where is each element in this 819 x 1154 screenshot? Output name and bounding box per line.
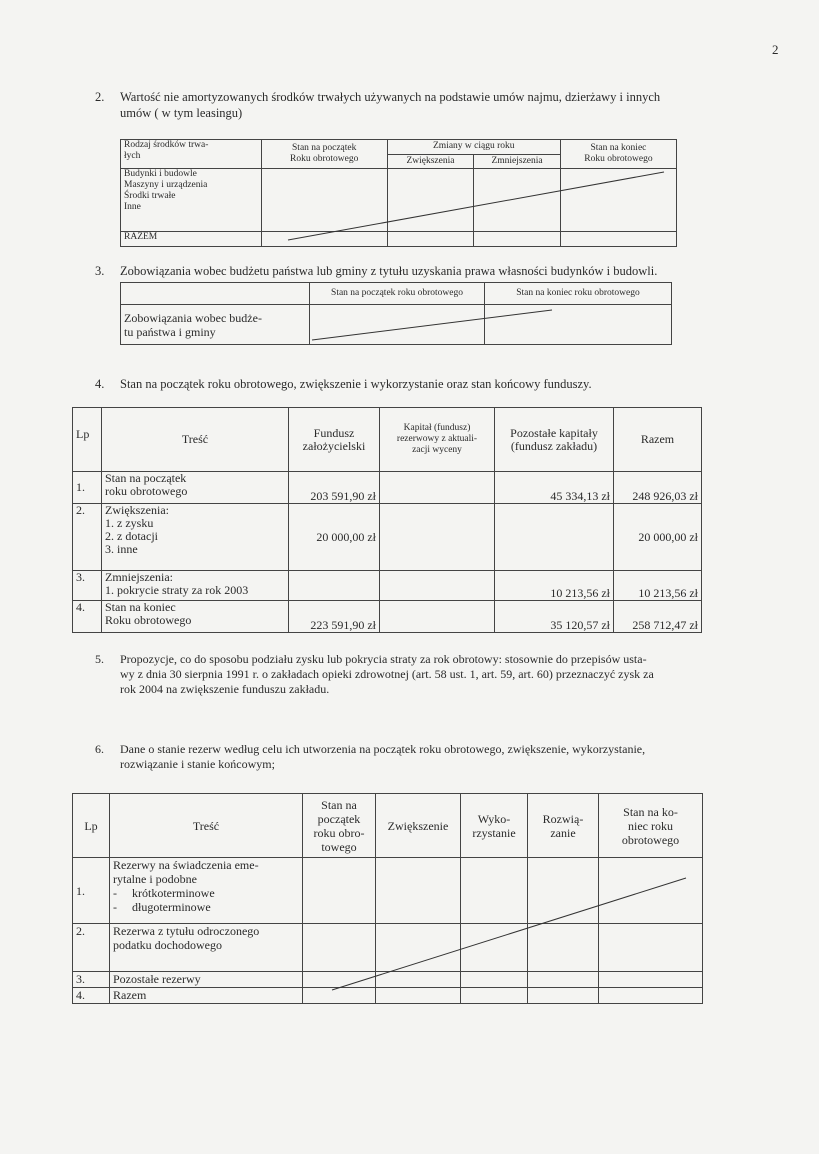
section-number: 6. (95, 742, 104, 756)
table-row (73, 924, 703, 972)
lp-cell: 4. (73, 600, 102, 632)
table-row (73, 972, 703, 988)
lp-cell: 3. (73, 570, 102, 600)
header-cell: Zwiększenia (387, 154, 474, 169)
reserves-table (72, 793, 703, 1004)
value-cell: 20 000,00 zł (614, 504, 702, 570)
budget-obligations-table (120, 282, 672, 345)
section-number: 3. (95, 264, 105, 278)
header-cell: Treść (110, 794, 303, 858)
lp-cell: 3. (73, 972, 110, 988)
lp-cell: 1. (73, 472, 102, 504)
section-text-line: Zobowiązania wobec budżetu państwa lub gminy z tytułu uzyskania prawa własności budynków i budowli. (120, 264, 658, 278)
tresc-cell: Rezerwy na świadczenia eme- rytalne i podobne - krótkoterminowe - długoterminowe (110, 858, 303, 924)
row-labels-cell: Budynki i budowle Maszyny i urządzenia Środki trwałe Inne (121, 169, 262, 232)
header-cell: Stan na początek roku obro- towego (303, 794, 376, 858)
table-row (73, 504, 702, 570)
tresc-cell: Zwiększenia: 1. z zysku 2. z dotacji 3. inne (102, 504, 289, 570)
header-cell: Stan na koniec Roku obrotowego (560, 140, 676, 169)
header-cell: Treść (102, 408, 289, 472)
header-cell: Stan na początek roku obrotowego (310, 283, 485, 305)
header-cell: Razem (614, 408, 702, 472)
section-text-line: Dane o stanie rezerw według celu ich utworzenia na początek roku obrotowego, zwiększenie, wykorzystanie, (120, 742, 646, 756)
header-cell: Fundusz założycielski (289, 408, 380, 472)
section-text-line: rozwiązanie i stanie końcowym; (120, 757, 275, 771)
leased-assets-table (120, 139, 677, 247)
value-cell: 20 000,00 zł (289, 504, 380, 570)
header-cell: Rozwią- zanie (528, 794, 599, 858)
section-text-line: rok 2004 na zwiększenie funduszu zakładu. (120, 682, 330, 696)
section-text-line: umów ( w tym leasingu) (120, 106, 243, 120)
value-cell: 10 213,56 zł (495, 570, 614, 600)
value-cell: 203 591,90 zł (289, 472, 380, 504)
header-cell: Stan na koniec roku obrotowego (485, 283, 672, 305)
value-cell: 10 213,56 zł (614, 570, 702, 600)
tresc-cell: Stan na początek roku obrotowego (102, 472, 289, 504)
page-number: 2 (772, 42, 779, 57)
section-number: 4. (95, 377, 105, 391)
header-cell: Pozostałe kapitały (fundusz zakładu) (495, 408, 614, 472)
lp-cell: 4. (73, 988, 110, 1004)
header-cell: Zmiany w ciągu roku (387, 140, 560, 155)
tresc-cell: Stan na koniec Roku obrotowego (102, 600, 289, 632)
header-cell: Stan na początek Roku obrotowego (261, 140, 387, 169)
tresc-cell: Razem (110, 988, 303, 1004)
table-row (73, 988, 703, 1004)
header-cell: Stan na ko- niec roku obrotowego (599, 794, 703, 858)
section-number: 5. (95, 652, 104, 666)
table-row (73, 472, 702, 504)
tresc-cell: Pozostałe rezerwy (110, 972, 303, 988)
table-row (73, 570, 702, 600)
lp-cell: 2. (73, 504, 102, 570)
total-label-cell: RAZEM (121, 232, 262, 247)
header-cell: Lp (73, 408, 102, 472)
header-cell: Lp (73, 794, 110, 858)
value-cell: 223 591,90 zł (289, 600, 380, 632)
table-row (73, 600, 702, 632)
lp-cell: 2. (73, 924, 110, 972)
lp-cell: 1. (73, 858, 110, 924)
tresc-cell: Rezerwa z tytułu odroczonego podatku dochodowego (110, 924, 303, 972)
header-cell: Wyko- rzystanie (461, 794, 528, 858)
funds-table (72, 407, 702, 633)
value-cell: 258 712,47 zł (614, 600, 702, 632)
header-cell: Zwiększenie (376, 794, 461, 858)
section-text-line: Wartość nie amortyzowanych środków trwałych używanych na podstawie umów najmu, dzierżawy i innych (120, 90, 661, 104)
value-cell: 35 120,57 zł (495, 600, 614, 632)
header-cell: Kapitał (fundusz) rezerwowy z aktuali- zacji wyceny (380, 408, 495, 472)
tresc-cell: Zmniejszenia: 1. pokrycie straty za rok 2003 (102, 570, 289, 600)
section-number: 2. (95, 90, 105, 104)
header-cell: Rodzaj środków trwa- łych (121, 140, 262, 169)
section-text-line: wy z dnia 30 sierpnia 1991 r. o zakładach opieki zdrowotnej (art. 58 ust. 1, art. 59, art. 60) przeznaczyć zysk za (120, 667, 654, 681)
header-cell: Zmniejszenia (474, 154, 561, 169)
section-text-line: Stan na początek roku obrotowego, zwiększenie i wykorzystanie oraz stan końcowy funduszy. (120, 377, 592, 391)
value-cell: 248 926,03 zł (614, 472, 702, 504)
value-cell: 45 334,13 zł (495, 472, 614, 504)
section-text-line: Propozycje, co do sposobu podziału zysku lub pokrycia straty za rok obrotowy: stosownie do przepisów usta- (120, 652, 647, 666)
table-row (73, 858, 703, 924)
row-label-cell: Zobowiązania wobec budże- tu państwa i gminy (121, 305, 310, 345)
